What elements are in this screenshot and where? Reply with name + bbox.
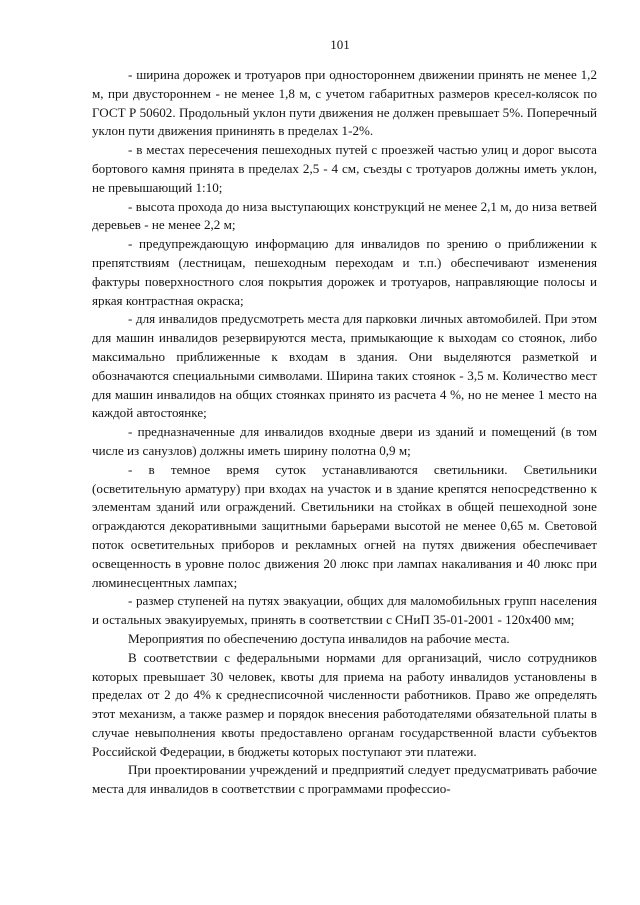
paragraph-passage-height: - высота прохода до низа выступающих конструкций не менее 2,1 м, до низа ветвей деревьев - не менее 2,2 м;	[92, 198, 597, 233]
paragraph-parking: - для инвалидов предусмотреть места для парковки личных автомобилей. При этом для машин инвалидов резервируются места, примыкающие к выходам со стоянок, либо максимально приближенные к входам в здания. Они выделяются разметкой и обозначаются специальными символами. Ширина таких стоянок - 3,5 м. Количество мест для машин инвалидов на общих стоянках принято из расчета 4 %, но не менее 1 место на каждой автостоянке;	[92, 311, 597, 421]
paragraph-tactile-warning: - предупреждающую информацию для инвалидов по зрению о приближении к препятствиям (лестницам, пешеходным переходам и т.п.) обеспечивают изменения фактуры поверхностного слоя покрытия дорожек и тротуаров, направляющие полосы и яркая контрастная окраска;	[92, 236, 597, 308]
paragraph-curb-height: - в местах пересечения пешеходных путей с проезжей частью улиц и дорог высота бортового камня принята в пределах 2,5 - 4 см, съезды с тротуаров должны иметь уклон, не превышающий 1:10;	[92, 142, 597, 195]
paragraph-door-width: - предназначенные для инвалидов входные двери из зданий и помещений (в том числе из санузлов) должны иметь ширину полотна 0,9 м;	[92, 424, 597, 458]
paragraph-quota: В соответствии с федеральными нормами для организаций, число сотрудников которых превышает 30 человек, квоты для приема на работу инвалидов установлены в пределах от 2 до 4% к среднесписочной численности работников. Право же определять этот механизм, а также размер и порядок внесения работодателями обязательной платы в случае невыполнения квоты предоставлено органам государственной власти субъектов Российской Федерации, в бюджеты которых поступают эти платежи.	[92, 649, 597, 759]
paragraph-evacuation-steps: - размер ступеней на путях эвакуации, общих для маломобильных групп населения и остальных эвакуируемых, принять в соответствии с СНиП 35-01-2001 - 120х400 мм;	[92, 593, 597, 628]
paragraph-lighting: - в темное время суток устанавливаются светильники. Светильники (осветительную арматуру) при входах на участок и в здание крепятся непосредственно к элементам зданий или ограждений. Светильники на стойках в общей пешеходной зоне ограждаются декоративными защитными барьерами высотой не менее 0,65 м. Световой поток осветительных приборов и рекламных огней на путях движения обеспечивает освещенность в уровне полос движения 20 люкс при лампах накаливания и 40 люкс при люминесцентных лампах;	[92, 461, 597, 590]
paragraph-workplace-heading: Мероприятия по обеспечению доступа инвалидов на рабочие места.	[128, 630, 510, 646]
paragraph-design-workplaces: При проектировании учреждений и предприятий следует предусматривать рабочие места для инвалидов в соответствии с программами профессио-	[92, 762, 597, 797]
body-text	[92, 66, 597, 799]
page-number: 101	[330, 37, 350, 52]
paragraph-path-width: - ширина дорожек и тротуаров при одностороннем движении принять не менее 1,2 м, при двустороннем - не менее 1,8 м, с учетом габаритных размеров кресел-колясок по ГОСТ Р 50602. Продольный уклон пути движения не должен превышает 5%. Поперечный уклон пути движения прининять в пределах 1-2%.	[92, 67, 597, 139]
